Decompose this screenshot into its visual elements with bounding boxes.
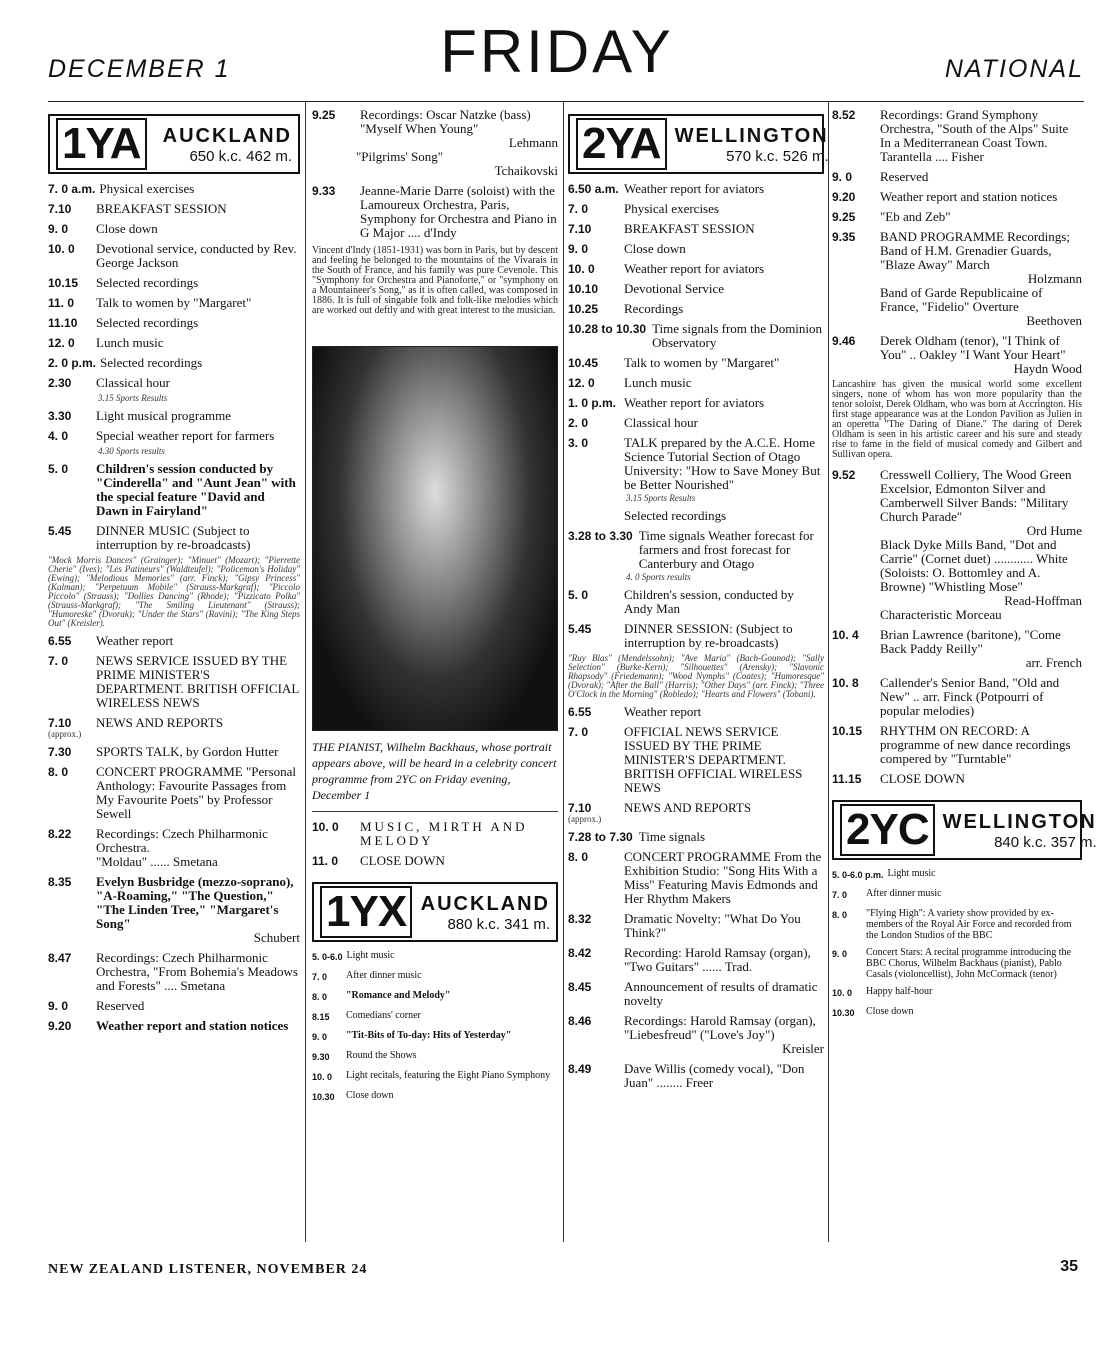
sports-note: 4.30 Sports results — [98, 446, 165, 456]
programme-entry: 9.25 Recordings: Oscar Natzke (bass) "Myself When Young" — [312, 107, 531, 136]
programme-entry: 10.10 Devotional Service — [568, 281, 724, 296]
programme-entry: 3.28 to 3.30 Time signals Weather forecast for farmers and frost forecast for Canterbury and Otago — [568, 528, 814, 571]
network-heading: NATIONAL — [944, 55, 1084, 83]
programme-entry: 7.10 BREAKFAST SESSION — [568, 221, 755, 236]
programme-entry: 10.30 Close down — [312, 1090, 394, 1102]
column-2 — [312, 108, 558, 1246]
programme-entry: 7. 0 After dinner music — [832, 888, 942, 900]
station-frequency: 570 k.c. 526 m. — [726, 147, 829, 165]
station-frequency: 880 k.c. 341 m. — [447, 915, 550, 933]
programme-entry: 9.52 Cresswell Colliery, The Wood Green Excelsior, Edmonton Silver and Camberwell Silver Bands: "Military Church Parade" — [832, 467, 1072, 524]
programme-entry: 7.10 BREAKFAST SESSION — [48, 201, 227, 216]
programme-entry: 9. 0 Concert Stars: A recital programme introducing the BBC Chorus, Wilhelm Backhaus (pianist), Pablo Casals (violoncellist), John McCormack (tenor) — [832, 947, 1071, 980]
programme-entry: 8.46 Recordings: Harold Ramsay (organ), "Liebesfreud" ("Love's Joy") — [568, 1013, 816, 1042]
programme-entry: 10.15 RHYTHM ON RECORD: A programme of new dance recordings compered by "Turntable" — [832, 723, 1071, 766]
programme-entry: 12. 0 Lunch music — [568, 375, 692, 390]
programme-entry: 5. 0-6.0 p.m. Light music — [832, 868, 936, 880]
programme-entry: 2.30 Classical hour — [48, 375, 171, 390]
programme-entry: 8.32 Dramatic Novelty: "What Do You Think?" — [568, 911, 801, 940]
composer: Read-Hoffman — [1004, 593, 1082, 608]
programme-detail: Characteristic Morceau — [880, 607, 1002, 622]
programme-entry: 11.10 Selected recordings — [48, 315, 199, 330]
station-logo: 1YA — [56, 118, 147, 170]
programme-entry: 11.15 CLOSE DOWN — [832, 771, 965, 786]
column-divider — [305, 102, 306, 1242]
programme-entry: 9.33 Jeanne-Marie Darre (soloist) with the Lamoureux Orchestra, Paris, Symphony for Orchestra and Piano in G Major .... d'Indy — [312, 183, 557, 240]
programme-entry: 10. 0 MUSIC, MIRTH AND MELODY — [312, 819, 528, 848]
programme-entry: 7.10 NEWS AND REPORTS — [48, 715, 224, 730]
station-box-2ya — [568, 114, 829, 174]
programme-entry: 9. 0 Reserved — [48, 998, 145, 1013]
dinner-music-list: "Ruy Blas" (Mendelssohn); "Ave Maria" (Bach-Gounod); "Sally Selection" (Burke-Kern); "Silhouettes" (Arensky); "Slavonic Rhapsody" (Friedemann); "Wood Nymphs" (Coates); "Humoresque" (Dvorak); "After the Ball" (Harris); "Other Days" (arr. Finck); "Three O'Clock in the Morning" (Robledo); "Hearts and Flowers" (Tobani). — [568, 653, 824, 699]
programme-entry: 9. 0 Close down — [568, 241, 686, 256]
programme-entry: 9.46 Derek Oldham (tenor), "I Think of You" .. Oakley "I Want Your Heart" — [832, 333, 1066, 362]
programme-entry: 10. 0 Happy half-hour — [832, 986, 933, 998]
station-logo: 2YA — [576, 118, 667, 170]
programme-detail: Selected recordings — [624, 508, 727, 523]
station-name: WELLINGTON — [674, 124, 829, 147]
programme-entry: 10.28 to 10.30 Time signals from the Dominion Observatory — [568, 321, 823, 350]
programme-entry: 9. 0 Reserved — [832, 169, 929, 184]
programme-detail: Black Dyke Mills Band, "Dot and Carrie" (Cornet duet) ............ White (Soloists: O. Bottomley and A. Browne) "Whistling Mose" — [880, 537, 1068, 594]
sports-note: 3.15 Sports Results — [98, 393, 168, 403]
composer: Beethoven — [1026, 313, 1082, 328]
programme-entry: 9. 0 Close down — [48, 221, 158, 236]
programme-entry: 8.52 Recordings: Grand Symphony Orchestra, "South of the Alps" Suite In a Mediterranean Coast Town. Tarantella .... Fisher — [832, 107, 1069, 164]
column-4 — [832, 107, 1097, 1246]
programme-entry: 7. 0 OFFICIAL NEWS SERVICE ISSUED BY THE PRIME MINISTER'S DEPARTMENT. BRITISH OFFICIAL WIRELESS NEWS — [568, 724, 803, 795]
programme-entry: 6.50 a.m. Weather report for aviators — [568, 181, 765, 196]
page-number: 35 — [1060, 1258, 1078, 1275]
column-1yx — [48, 108, 300, 1246]
composer: Ord Hume — [1026, 523, 1082, 538]
column-2ya — [568, 108, 829, 1246]
programme-entry: 1. 0 p.m. Weather report for aviators — [568, 395, 765, 410]
programme-entry: 10. 4 Brian Lawrence (baritone), "Come Back Paddy Reilly" — [832, 627, 1061, 656]
programme-entry: 2. 0 Classical hour — [568, 415, 699, 430]
programme-entry: 10. 0 Weather report for aviators — [568, 261, 765, 276]
programme-entry: 9.25 "Eb and Zeb" — [832, 209, 951, 224]
day-heading: FRIDAY — [440, 18, 674, 85]
photo-caption: THE PIANIST, Wilhelm Backhaus, whose portrait appears above, will be heard in a celebrity concert programme from 2YC on Friday evening, December 1 — [312, 740, 557, 802]
programme-entry: 2. 0 p.m. Selected recordings — [48, 355, 203, 370]
composer: Holzmann — [1027, 271, 1082, 286]
programme-entry: 8.47 Recordings: Czech Philharmonic Orchestra, "From Bohemia's Meadows and Forests" .... Smetana — [48, 950, 298, 993]
programme-entry: 7. 0 Physical exercises — [568, 201, 719, 216]
station-logo: 2YC — [840, 804, 935, 856]
programme-entry: 6.55 Weather report — [568, 704, 702, 719]
programme-entry: 11. 0 CLOSE DOWN — [312, 853, 445, 868]
programme-entry: 3. 0 TALK prepared by the A.C.E. Home Science Tutorial Section of Otago University: "How to Save Money But be Better Nourished" — [568, 435, 821, 492]
approx-note: (approx.) — [48, 729, 82, 739]
programme-entry: 11. 0 Talk to women by "Margaret" — [48, 295, 252, 310]
date-heading: DECEMBER 1 — [48, 55, 231, 83]
programme-entry: 10. 8 Callender's Senior Band, "Old and New" .. arr. Finck (Potpourri of popular melodies) — [832, 675, 1060, 718]
column-divider — [828, 102, 829, 1242]
programme-entry: 4. 0 Special weather report for farmers — [48, 428, 275, 443]
programme-entry: 10.45 Talk to women by "Margaret" — [568, 355, 780, 370]
programme-entry: 8.42 Recording: Harold Ramsay (organ), "Two Guitars" ...... Trad. — [568, 945, 811, 974]
composer: Lehmann — [508, 135, 558, 150]
programme-entry: 12. 0 Lunch music — [48, 335, 164, 350]
station-name: AUCKLAND — [162, 124, 292, 147]
programme-entry: 9.20 Weather report and station notices — [832, 189, 1058, 204]
programme-entry: 8. 0 CONCERT PROGRAMME "Personal Anthology: Favourite Passages from My Favourite Poets" by Professor Sewell — [48, 764, 297, 821]
header-rule — [48, 101, 1084, 102]
backhaus-portrait — [312, 346, 558, 731]
composer: arr. French — [1025, 655, 1082, 670]
programme-detail: "Moldau" ...... Smetana — [96, 854, 218, 869]
programme-entry: 8. 0 CONCERT PROGRAMME From the Exhibition Studio: "Song Hits With a Miss" Featuring Mavis Edmonds and Her Rhythm Makers — [568, 849, 822, 906]
programme-entry: 5.45 DINNER MUSIC (Subject to interruption by re-broadcasts) — [48, 523, 251, 552]
station-name: WELLINGTON — [942, 810, 1097, 833]
programme-detail: "Pilgrims' Song" — [356, 149, 444, 164]
programme-entry: 3.30 Light musical programme — [48, 408, 232, 423]
programme-entry: 10.25 Recordings — [568, 301, 684, 316]
composer: Kreisler — [782, 1041, 824, 1056]
programme-entry: 7. 0 a.m. Physical exercises — [48, 181, 195, 196]
station-name: AUCKLAND — [420, 892, 550, 915]
programme-entry: 7. 0 NEWS SERVICE ISSUED BY THE PRIME MINISTER'S DEPARTMENT. BRITISH OFFICIAL WIRELESS NEWS — [48, 653, 299, 710]
composer: Tchaikovski — [494, 163, 558, 178]
station-logo: 1YX — [320, 886, 412, 938]
programme-entry: 8.22 Recordings: Czech Philharmonic Orchestra. — [48, 826, 268, 855]
approx-note: (approx.) — [568, 814, 602, 824]
programme-entry: 9. 0 "Tit-Bits of To-day: Hits of Yesterday" — [312, 1030, 512, 1042]
programme-entry: 8.35 Evelyn Busbridge (mezzo-soprano), "A-Roaming," "The Question," "The Linden Tree," "Margaret's Song" — [48, 874, 294, 931]
programme-entry: 9.35 BAND PROGRAMME Recordings; Band of H.M. Grenadier Guards, "Blaze Away" March — [832, 229, 1070, 272]
oldham-blurb: Lancashire has given the musical world some excellent singers, none of whom has won more popularity than the tenor soloist, Derek Oldham, who was born at Accrington. His first stage appearance was at the London Pavilion as Julien in an operetta "The Daring of Diane." The daring of Derek Oldham is seen in his artistic career and his sure and steady rise to fame in the field of musical comedy and Gilbert and Sullivan opera. — [832, 379, 1082, 460]
programme-entry: 5.45 DINNER SESSION: (Subject to interruption by re-broadcasts) — [568, 621, 793, 650]
composer: Schubert — [253, 930, 300, 945]
programme-entry: 10.15 Selected recordings — [48, 275, 199, 290]
station-frequency: 840 k.c. 357 m. — [994, 833, 1097, 851]
column-divider — [563, 102, 564, 1242]
dinner-music-list: "Mock Morris Dances" (Grainger); "Minuet" (Mozart); "Pierrette Cherie" (Ives); "Les Patineurs" (Waldteufel); "Policeman's Holiday" (Ewing); "Melodious Memories" (arr. Finck); "Gipsy Princess" (Kalman); "Perpetuum Mobile" (Strauss-Markgraf); "Piccolo Piccolo" (Strauss); "Dollies Dancing" (Rhode); "Pizzicato Polka" (Strauss-Markgraf); "The Smiling Lieutenant" (Strauss); "Humoreske" (Dvorak); "Under the Stars" (Ravini); "The King Steps Out" (Kreisler). — [48, 555, 300, 628]
programme-detail: Band of Garde Republicaine of France, "Fidelio" Overture — [880, 285, 1043, 314]
programme-entry: 5. 0 Children's session, conducted by Andy Man — [568, 587, 794, 616]
programme-entry: 8.45 Announcement of results of dramatic novelty — [568, 979, 818, 1008]
station-box-2yc — [832, 800, 1097, 860]
programme-entry: 8. 0 "Flying High": A variety show provided by ex-members of the Royal Air Force and recorded from the London Studios of the BBC — [832, 908, 1072, 941]
programme-entry: 8.49 Dave Willis (comedy vocal), "Don Juan" ........ Freer — [568, 1061, 805, 1090]
programme-entry: 7.28 to 7.30 Time signals — [568, 829, 706, 844]
station-frequency: 650 k.c. 462 m. — [189, 147, 292, 165]
station-box-1yx — [312, 882, 558, 942]
programme-entry: 7.10 NEWS AND REPORTS — [568, 800, 752, 815]
programme-entry: 5. 0 Children's session conducted by "Cinderella" and "Aunt Jean" with the special feature "David and Dawn in Fairyland" — [48, 461, 296, 518]
programme-entry: 8. 0 "Romance and Melody" — [312, 990, 451, 1002]
programme-entry: 7. 0 After dinner music — [312, 970, 422, 982]
programme-entry: 9.20 Weather report and station notices — [48, 1018, 289, 1033]
programme-entry: 10. 0 Devotional service, conducted by Rev. George Jackson — [48, 241, 297, 270]
sports-note: 4. 0 Sports results — [626, 572, 691, 582]
programme-entry: 10. 0 Light recitals, featuring the Eight Piano Symphony — [312, 1070, 551, 1082]
programme-entry: 8.15 Comedians' corner — [312, 1010, 421, 1022]
programme-entry: 10.30 Close down — [832, 1006, 914, 1018]
programme-entry: 6.55 Weather report — [48, 633, 174, 648]
station-box-1ya — [48, 114, 300, 174]
dindy-blurb: Vincent d'Indy (1851-1931) was born in Paris, but by descent and feeling he belonged to the mountains of the Vivarais in the South of France, and his family was pure Cevenole. This "Symphony for Orchestra and Pianoforte," or "symphony on a Mountaineer's Song," as it is often called, was composed in 1886. It is full of singable folk and folk-like melodies which are worked out deftly and with great interest to the musician. — [312, 245, 558, 316]
publication-footer: NEW ZEALAND LISTENER, NOVEMBER 24 — [48, 1262, 368, 1277]
sports-note: 3.15 Sports Results — [626, 493, 696, 503]
programme-entry: 7.30 SPORTS TALK, by Gordon Hutter — [48, 744, 279, 759]
programme-entry: 5. 0-6.0 Light music — [312, 950, 395, 962]
composer: Haydn Wood — [1013, 361, 1082, 376]
programme-entry: 9.30 Round the Shows — [312, 1050, 417, 1062]
